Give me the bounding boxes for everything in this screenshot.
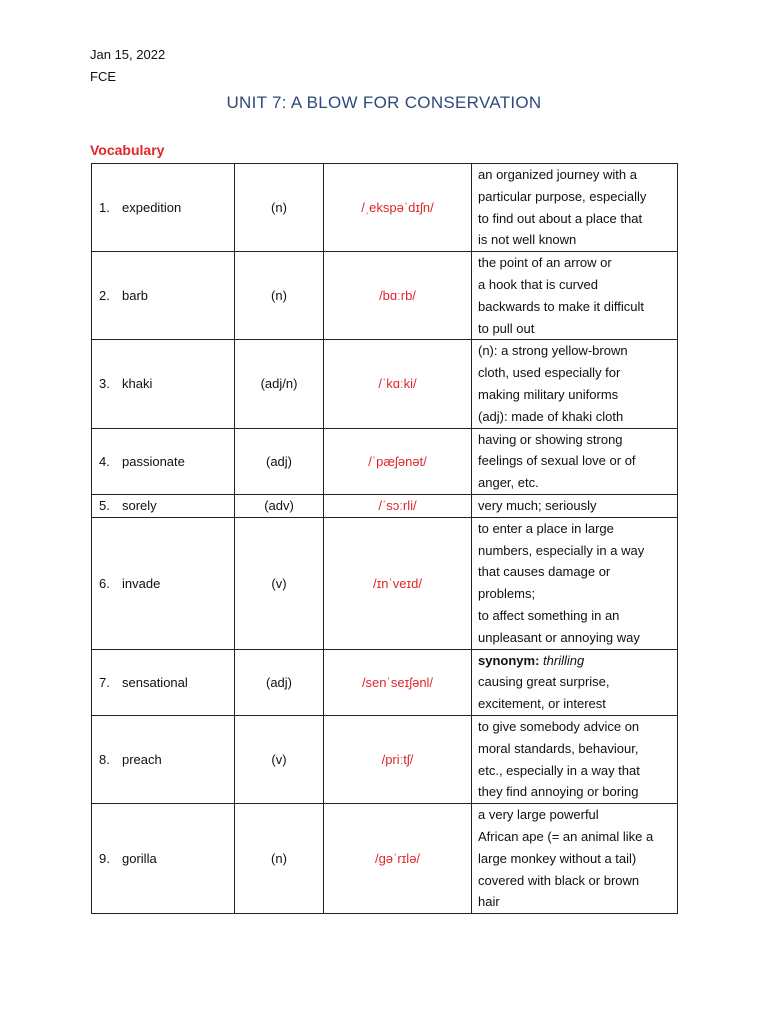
course-text: FCE [90, 69, 116, 84]
vocab-word: gorilla [122, 851, 157, 867]
definition-line: cloth, used especially for [478, 365, 621, 381]
table-row [92, 804, 678, 914]
definition-line: numbers, especially in a way [478, 542, 645, 558]
vocabulary-table-body [92, 164, 678, 914]
part-of-speech: (n) [235, 164, 324, 252]
section-heading: Vocabulary [90, 142, 165, 158]
part-of-speech: (v) [235, 517, 324, 649]
synonym-line [478, 650, 671, 672]
synonym-label: synonym: [478, 652, 540, 668]
word-cell [92, 517, 235, 649]
table-row [92, 715, 678, 803]
part-of-speech: (v) [235, 715, 324, 803]
row-number: 7. [99, 674, 110, 690]
word-cell [92, 252, 235, 340]
pronunciation: /ˈsɔːrli/ [324, 494, 472, 517]
part-of-speech: (n) [235, 252, 324, 340]
pronunciation: /priːtʃ/ [324, 715, 472, 803]
definition-line: large monkey without a tail) [478, 850, 637, 866]
vocab-word: expedition [122, 200, 182, 216]
table-row [92, 340, 678, 428]
row-number: 4. [99, 453, 110, 469]
definition-line: a hook that is curved [478, 276, 598, 292]
word-cell [92, 494, 235, 517]
definition-line: feelings of sexual love or of [478, 453, 636, 469]
vocabulary-table [91, 163, 678, 914]
definition-line: moral standards, behaviour, [478, 740, 639, 756]
vocab-word: sensational [122, 674, 188, 690]
definition-cell [472, 428, 678, 494]
vocab-word: sorely [122, 498, 157, 514]
vocab-word: passionate [122, 453, 185, 469]
definition-cell [472, 517, 678, 649]
definition-line: to give somebody advice on [478, 718, 640, 734]
pronunciation: /senˈseɪʃənl/ [324, 649, 472, 715]
pronunciation: /ɡəˈrɪlə/ [324, 804, 472, 914]
definition-line: having or showing strong [478, 431, 623, 447]
definition-line: the point of an arrow or [478, 255, 612, 271]
row-number: 9. [99, 851, 110, 867]
definition-line: African ape (= an animal like a [478, 828, 654, 844]
definition-line: a very large powerful [478, 807, 599, 823]
definition-cell [472, 649, 678, 715]
word-cell [92, 715, 235, 803]
table-row [92, 649, 678, 715]
definition-line: making military uniforms [478, 386, 619, 402]
row-number: 8. [99, 752, 110, 768]
synonym-word: thrilling [543, 652, 585, 668]
definition-line: an organized journey with a [478, 167, 637, 182]
unit-title: UNIT 7: A BLOW FOR CONSERVATION [226, 93, 542, 112]
definition-line: is not well known [478, 232, 577, 248]
row-number: 6. [99, 575, 110, 591]
definition-line: (adj): made of khaki cloth [478, 408, 624, 424]
definition-line: hair [478, 894, 500, 910]
vocab-word: barb [122, 288, 149, 304]
part-of-speech: (adv) [235, 494, 324, 517]
row-number: 2. [99, 288, 110, 304]
word-cell [92, 804, 235, 914]
word-cell [92, 428, 235, 494]
word-cell [92, 340, 235, 428]
definition-line: covered with black or brown [478, 872, 640, 888]
definition-cell [472, 715, 678, 803]
definition-line: particular purpose, especially [478, 188, 647, 204]
definition-line: very much; seriously [478, 497, 597, 513]
word-cell [92, 649, 235, 715]
table-row [92, 517, 678, 649]
table-row [92, 494, 678, 517]
row-number: 1. [99, 200, 110, 216]
definition-line: causing great surprise, [478, 674, 610, 690]
definition-cell [472, 804, 678, 914]
definition-line: etc., especially in a way that [478, 762, 640, 778]
definition-line: to enter a place in large [478, 520, 614, 536]
pronunciation: /ˌekspəˈdɪʃn/ [324, 164, 472, 252]
definition-line: unpleasant or annoying way [478, 629, 640, 645]
definition-line: backwards to make it difficult [478, 298, 644, 314]
table-row [92, 428, 678, 494]
row-number: 5. [99, 498, 110, 514]
definition-line: they find annoying or boring [478, 784, 639, 800]
pronunciation: /bɑːrb/ [324, 252, 472, 340]
date-text: Jan 15, 2022 [90, 47, 166, 62]
row-number: 3. [99, 376, 110, 392]
definition-cell [472, 340, 678, 428]
part-of-speech: (adj) [235, 428, 324, 494]
definition-line: problems; [478, 586, 536, 602]
definition-line: anger, etc. [478, 475, 539, 491]
part-of-speech: (adj) [235, 649, 324, 715]
table-row [92, 252, 678, 340]
definition-line: that causes damage or [478, 564, 611, 580]
definition-line: to affect something in an [478, 607, 620, 623]
pronunciation: /ˈpæʃənət/ [324, 428, 472, 494]
pronunciation: /ɪnˈveɪd/ [324, 517, 472, 649]
vocab-word: preach [122, 752, 162, 768]
pronunciation: /ˈkɑːki/ [324, 340, 472, 428]
definition-line: excitement, or interest [478, 696, 606, 712]
definition-cell [472, 252, 678, 340]
word-cell [92, 164, 235, 252]
part-of-speech: (adj/n) [235, 340, 324, 428]
definition-cell [472, 494, 678, 517]
definition-line: to pull out [478, 320, 535, 336]
definition-line: (n): a strong yellow-brown [478, 343, 628, 359]
vocab-word: invade [122, 575, 161, 591]
definition-line: to find out about a place that [478, 210, 643, 226]
vocab-word: khaki [122, 376, 153, 392]
table-row [92, 164, 678, 252]
part-of-speech: (n) [235, 804, 324, 914]
definition-cell [472, 164, 678, 252]
